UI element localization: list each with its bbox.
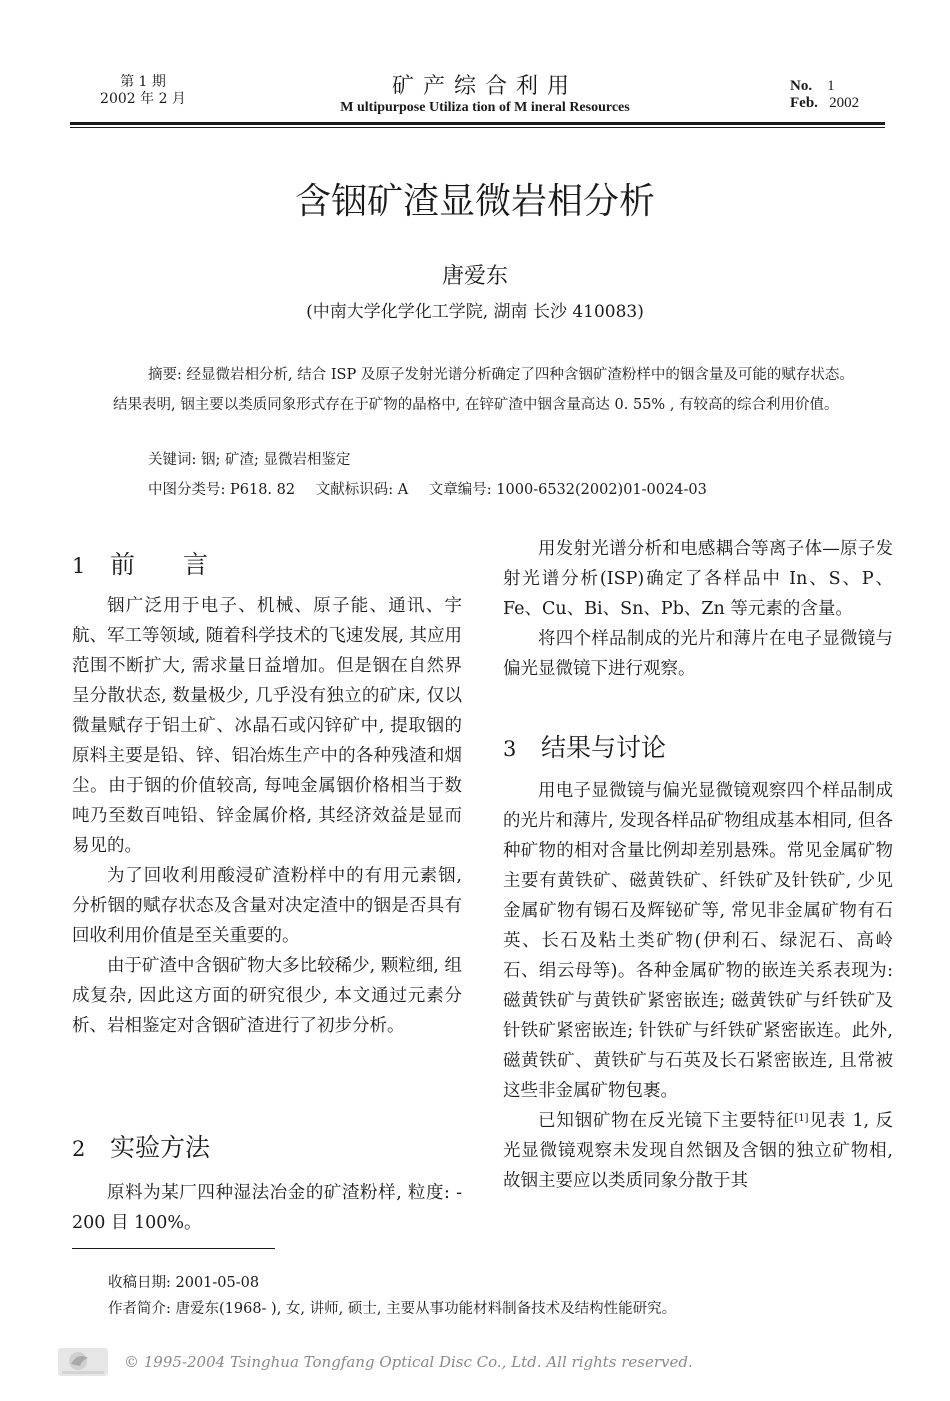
section-number: 2: [72, 1137, 86, 1161]
document-code: 文献标识码: A: [315, 482, 409, 498]
section-1-body: [72, 591, 462, 1041]
section-title: 实验方法: [110, 1133, 211, 1162]
copyright-notice: © 1995-2004 Tsinghua Tongfang Optical Disc Co., Ltd. All rights reserved.: [124, 1353, 693, 1371]
header-rule-thick: [70, 122, 885, 125]
paragraph: 将四个样品制成的光片和薄片在电子显微镜与偏光显微镜下进行观察。: [503, 629, 893, 679]
publisher-logo-icon: [58, 1346, 108, 1378]
issue-info: [88, 74, 198, 108]
paragraph: [503, 1106, 893, 1196]
section-number: 3: [503, 737, 517, 761]
author-bio: 作者简介: 唐爱东(1968- ), 女, 讲师, 硕士, 主要从事功能材料制备技术及结构性能研究。: [108, 1301, 677, 1317]
paragraph: 原料为某厂四种湿法冶金的矿渣粉样, 粒度: - 200 目 100%。: [72, 1183, 462, 1233]
issue-year: 2002: [829, 95, 860, 111]
section-number: 1: [72, 554, 86, 578]
footnote-rule: [72, 1248, 275, 1249]
issue-no-label: No.: [790, 78, 813, 94]
paragraph: 用发射光谱分析和电感耦合等离子体—原子发射光谱分析(ISP)确定了各样品中 In、S、P、Fe、Cu、Bi、Sn、Pb、Zn 等元素的含量。: [503, 539, 893, 619]
issue-info-en: [790, 78, 900, 112]
keywords: 关键词: 铟; 矿渣; 显微岩相鉴定: [148, 452, 351, 468]
paragraph-text: 已知铟矿物在反光镜下主要特征: [538, 1111, 795, 1131]
journal-title-cn: 矿产综合利用: [391, 74, 578, 99]
paragraph: 铟广泛用于电子、机械、原子能、通讯、宇航、军工等领域, 随着科学技术的飞速发展, 其应用范围不断扩大, 需求量日益增加。但是铟在自然界呈分散状态, 数量极少, 几乎没有独立的矿床, 仅以微量赋存于铝土矿、冰晶石或闪锌矿中, 提取铟的原料主要是铅、锌、铝冶炼生产中的各种残渣和烟尘。由于铟的价值较高, 每吨金属铟价格相当于数吨乃至数百吨铅、锌金属价格, 其经济效益是显而易见的。: [72, 596, 462, 856]
citation-ref[interactable]: [1]: [794, 1113, 809, 1124]
section-title: 前言: [110, 550, 257, 579]
author-affiliation: (中南大学化学化工学院, 湖南 长沙 410083): [306, 302, 644, 322]
section-title: 结果与讨论: [541, 733, 667, 762]
paragraph: 为了回收利用酸浸矿渣粉样中的有用元素铟, 分析铟的赋存状态及含量对决定渣中的铟是否具有回收利用价值是至关重要的。: [72, 866, 462, 946]
paragraph-text: 见表 1, 反光显微镜观察未发现自然铟及含铟的独立矿物相, 故铟主要应以类质同象分散于其: [503, 1111, 893, 1191]
issue-number: 第 1 期: [120, 74, 166, 90]
clc-number: 中图分类号: P618. 82: [148, 482, 296, 498]
article-number: 文章编号: 1000-6532(2002)01-0024-03: [428, 482, 707, 498]
section-3-body: [503, 776, 893, 1196]
journal-title-en: M ultipurpose Utiliza tion of M ineral Resources: [340, 100, 630, 115]
paragraph: 由于矿渣中含铟矿物大多比较稀少, 颗粒细, 组成复杂, 因此这方面的研究很少, 本文通过元素分析、岩相鉴定对含铟矿渣进行了初步分析。: [72, 956, 462, 1036]
section-heading-1: [72, 548, 256, 583]
paragraph: 用电子显微镜与偏光显微镜观察四个样品制成的光片和薄片, 发现各样品矿物组成基本相同, 但各种矿物的相对含量比例却差别悬殊。常见金属矿物主要有黄铁矿、磁黄铁矿、纤铁矿及针铁矿, 少见金属矿物有锡石及辉铋矿等, 常见非金属矿物有石英、长石及粘土类矿物(伊利石、绿泥石、高岭石、绢云母等)。各种金属矿物的嵌连关系表现为: 磁黄铁矿与黄铁矿紧密嵌连; 磁黄铁矿与纤铁矿及针铁矿紧密嵌连; 针铁矿与纤铁矿紧密嵌连。此外, 磁黄铁矿、黄铁矿与石英及长石紧密嵌连, 且常被这些非金属矿物包裹。: [503, 781, 893, 1101]
received-date: 收稿日期: 2001-05-08: [108, 1275, 260, 1291]
section-2-body-start: [72, 1178, 462, 1238]
classification-line: [148, 475, 868, 505]
header-rule-thin: [70, 127, 885, 128]
abstract: 摘要: 经显微岩相分析, 结合 ISP 及原子发射光谱分析确定了四种含铟矿渣粉样中的铟含量及可能的赋存状态。结果表明, 铟主要以类质同象形式存在于矿物的晶格中, 在锌矿渣中铟含量高达 0. 55% , 有较高的综合利用价值。: [113, 367, 854, 413]
journal-header: [300, 74, 670, 116]
section-2-body-cont: [503, 534, 893, 684]
section-heading-3: [503, 731, 666, 766]
section-heading-2: [72, 1131, 210, 1166]
issue-month: Feb.: [790, 95, 818, 111]
article-title: 含铟矿渣显微岩相分析: [294, 181, 655, 222]
issue-no-value: 1: [827, 78, 835, 94]
issue-date: 2002 年 2 月: [100, 91, 186, 107]
author-name: 唐爱东: [441, 264, 508, 289]
